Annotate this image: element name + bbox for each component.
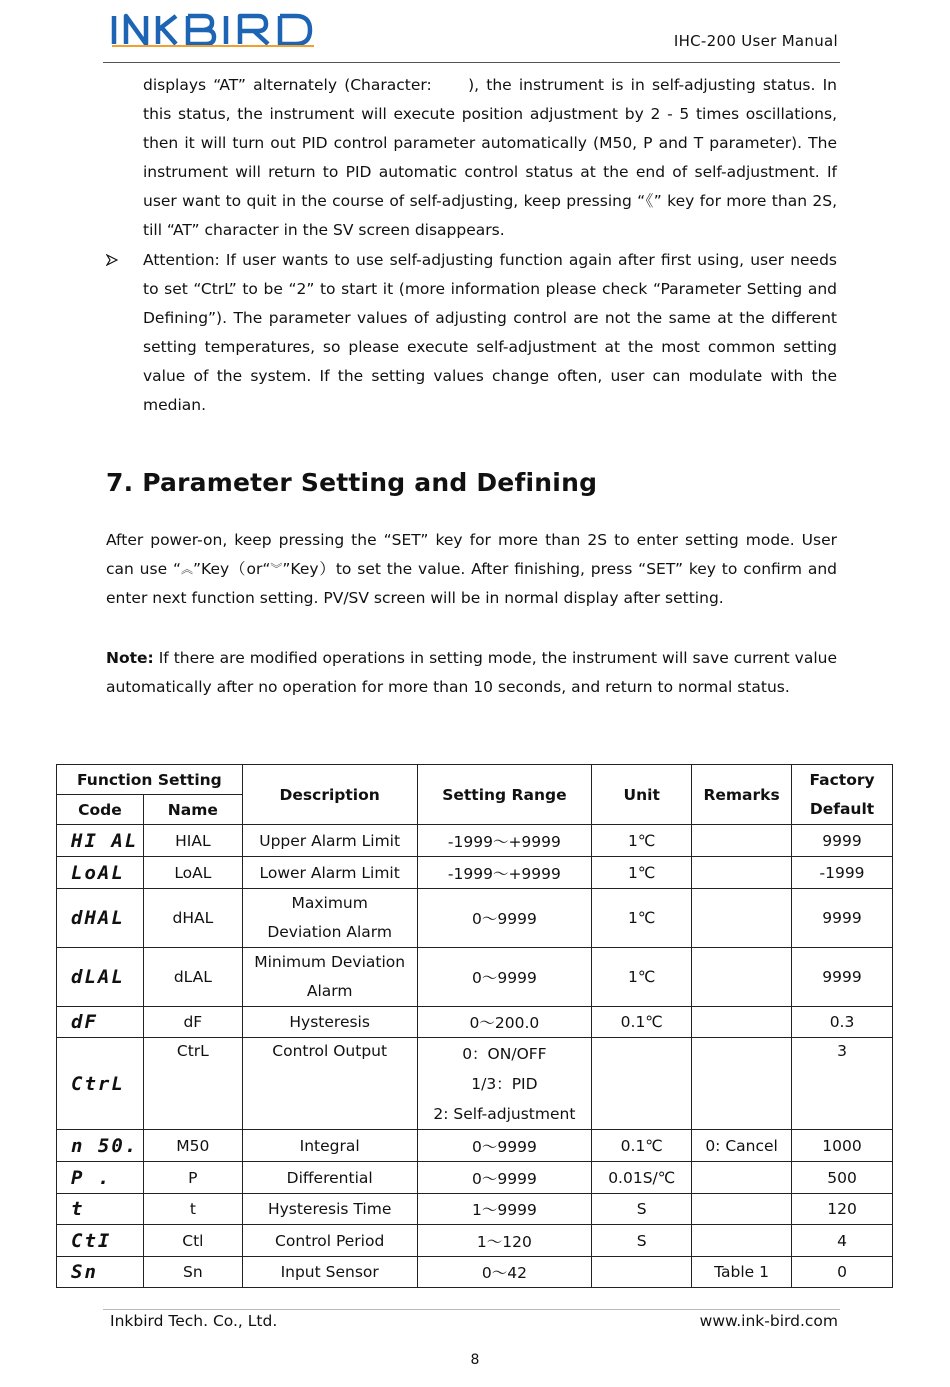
- description-line2: Alarm: [306, 982, 353, 1000]
- table-row: [57, 1007, 893, 1038]
- description-cell: Control Output: [242, 1038, 417, 1130]
- code-cell: CtI: [57, 1225, 144, 1257]
- intro-text-after: ), the instrument is in self-adjusting status. In this status, the instrument will execute position adjustment by 2 - 5 times oscillations, then it will turn out PID control parameter automatically (M50, P and T parameter). The instrument will return to PID automatic control status at the end of self-adjustment. If user want to quit in the course of self-adjusting, keep pressing “《” key for more than 2S, till “AT” character in the SV screen disappears.: [143, 76, 837, 239]
- name-cell: t: [143, 1194, 242, 1225]
- description-cell: Upper Alarm Limit: [242, 825, 417, 857]
- section-heading: 7. Parameter Setting and Defining: [106, 468, 598, 497]
- intro-paragraph: [143, 71, 837, 245]
- header-setting-range: Setting Range: [417, 765, 592, 825]
- code-cell: dHAL: [57, 889, 144, 948]
- description-cell: Control Period: [242, 1225, 417, 1257]
- remarks-cell: 0: Cancel: [692, 1130, 792, 1162]
- remarks-cell: [692, 1194, 792, 1225]
- table-row: [57, 948, 893, 1007]
- arrow-bullet-icon: [106, 246, 118, 270]
- header-remarks: Remarks: [692, 765, 792, 825]
- code-cell: Sn: [57, 1257, 144, 1288]
- table-row: [57, 1162, 893, 1194]
- range-cell: 1～120: [417, 1225, 592, 1257]
- unit-cell: [592, 1038, 692, 1130]
- header-factory-line1: Factory: [809, 770, 875, 789]
- range-cell: 0～9999: [417, 1130, 592, 1162]
- remarks-cell: [692, 825, 792, 857]
- page-number: 8: [470, 1352, 480, 1368]
- description-cell: Lower Alarm Limit: [242, 857, 417, 889]
- description-cell: Input Sensor: [242, 1257, 417, 1288]
- name-cell: P: [143, 1162, 242, 1194]
- description-cell: [242, 948, 417, 1007]
- intro-text-before: displays “AT” alternately (Character:: [143, 76, 432, 94]
- range-cell: 0～200.0: [417, 1007, 592, 1038]
- description-cell: Hysteresis Time: [242, 1194, 417, 1225]
- down-key-icon: ︾: [270, 562, 283, 576]
- remarks-cell: [692, 1225, 792, 1257]
- unit-cell: 1℃: [592, 889, 692, 948]
- code-cell: LoAL: [57, 857, 144, 889]
- default-cell: 9999: [792, 825, 893, 857]
- description-line1: Minimum Deviation: [254, 953, 406, 971]
- footer-website[interactable]: www.ink-bird.com: [699, 1312, 838, 1330]
- code-cell: P .: [57, 1162, 144, 1194]
- footer-company: Inkbird Tech. Co., Ltd.: [110, 1312, 278, 1330]
- description-cell: Integral: [242, 1130, 417, 1162]
- default-cell: 9999: [792, 948, 893, 1007]
- range-line2: 1/3：PID: [471, 1074, 538, 1093]
- code-cell: t: [57, 1194, 144, 1225]
- range-line1: 0：ON/OFF: [462, 1044, 547, 1063]
- range-cell: -1999～+9999: [417, 825, 592, 857]
- unit-cell: 1℃: [592, 948, 692, 1007]
- header-description: Description: [242, 765, 417, 825]
- attention-paragraph: Attention: If user wants to use self-adjusting function again after first using, user needs to set “CtrL” to be “2” to start it (more information please check “Parameter Setting and Defining”). The parameter values of adjusting control are not the same at the different setting temperatures, so please execute self-adjustment at the most common setting value of the system. If the setting values change often, user can modulate with the median.: [143, 251, 837, 414]
- unit-cell: 0.01S/℃: [592, 1162, 692, 1194]
- name-cell: dLAL: [143, 948, 242, 1007]
- note-label: Note:: [106, 649, 154, 667]
- table-row: [57, 857, 893, 889]
- table-row: [57, 1257, 893, 1288]
- setting-instructions: [106, 526, 837, 613]
- default-cell: 0: [792, 1257, 893, 1288]
- default-cell: 9999: [792, 889, 893, 948]
- note-paragraph: [106, 644, 837, 702]
- name-cell: Ctl: [143, 1225, 242, 1257]
- default-cell: 3: [792, 1038, 893, 1130]
- name-cell: dHAL: [143, 889, 242, 948]
- inkbird-logo: [110, 12, 316, 48]
- up-key-icon: ︽: [181, 562, 194, 576]
- range-line3: 2: Self-adjustment: [433, 1104, 576, 1123]
- header-factory-default: [792, 765, 893, 825]
- description-cell: [242, 889, 417, 948]
- code-cell: n 50.: [57, 1130, 144, 1162]
- table-row: [57, 1130, 893, 1162]
- instructions-part-c: ”Key）to set the value. After finishing, press “SET” key to confirm and enter next function setting. PV/SV screen will be in normal display after setting.: [106, 560, 837, 607]
- header-function-setting: Function Setting: [57, 765, 243, 795]
- name-cell: HIAL: [143, 825, 242, 857]
- table-row: [57, 889, 893, 948]
- code-cell: dLAL: [57, 948, 144, 1007]
- table-row: [57, 1194, 893, 1225]
- remarks-cell: [692, 857, 792, 889]
- default-cell: 4: [792, 1225, 893, 1257]
- remarks-cell: [692, 948, 792, 1007]
- header-divider: [103, 62, 840, 63]
- name-cell: CtrL: [143, 1038, 242, 1130]
- unit-cell: S: [592, 1194, 692, 1225]
- default-cell: 500: [792, 1162, 893, 1194]
- range-cell: 1～9999: [417, 1194, 592, 1225]
- unit-cell: 1℃: [592, 825, 692, 857]
- description-line2: Deviation Alarm: [267, 923, 392, 941]
- name-cell: Sn: [143, 1257, 242, 1288]
- unit-cell: 0.1℃: [592, 1007, 692, 1038]
- instructions-part-a: After power-on, keep pressing the “SET” key for more than 2S to enter setting mode. User can use “: [106, 531, 837, 578]
- footer-divider: [103, 1309, 840, 1310]
- unit-cell: 1℃: [592, 857, 692, 889]
- remarks-cell: [692, 1162, 792, 1194]
- code-cell: HI AL: [57, 825, 144, 857]
- name-cell: dF: [143, 1007, 242, 1038]
- name-cell: M50: [143, 1130, 242, 1162]
- unit-cell: 0.1℃: [592, 1130, 692, 1162]
- range-cell: 0～9999: [417, 1162, 592, 1194]
- remarks-cell: [692, 889, 792, 948]
- range-cell: 0～9999: [417, 948, 592, 1007]
- name-cell: LoAL: [143, 857, 242, 889]
- range-cell: 0～42: [417, 1257, 592, 1288]
- unit-cell: S: [592, 1225, 692, 1257]
- default-cell: 0.3: [792, 1007, 893, 1038]
- table-row: [57, 1038, 893, 1130]
- note-text: If there are modified operations in setting mode, the instrument will save current value automatically after no operation for more than 10 seconds, and return to normal status.: [106, 649, 837, 696]
- code-cell: CtrL: [57, 1038, 144, 1130]
- header-code: Code: [57, 795, 144, 825]
- default-cell: -1999: [792, 857, 893, 889]
- table-row: [57, 825, 893, 857]
- header-unit: Unit: [592, 765, 692, 825]
- header-name: Name: [143, 795, 242, 825]
- table-row: [57, 1225, 893, 1257]
- range-cell: [417, 1038, 592, 1130]
- remarks-cell: Table 1: [692, 1257, 792, 1288]
- remarks-cell: [692, 1007, 792, 1038]
- description-cell: Differential: [242, 1162, 417, 1194]
- description-cell: Hysteresis: [242, 1007, 417, 1038]
- default-cell: 1000: [792, 1130, 893, 1162]
- default-cell: 120: [792, 1194, 893, 1225]
- range-cell: -1999～+9999: [417, 857, 592, 889]
- remarks-cell: [692, 1038, 792, 1130]
- parameter-table: [56, 764, 893, 1288]
- header-factory-line2: Default: [809, 799, 875, 818]
- unit-cell: [592, 1257, 692, 1288]
- code-cell: dF: [57, 1007, 144, 1038]
- manual-title: IHC-200 User Manual: [673, 32, 838, 50]
- instructions-part-b: ”Key（or“: [193, 560, 271, 578]
- range-cell: 0～9999: [417, 889, 592, 948]
- description-line1: Maximum: [291, 894, 368, 912]
